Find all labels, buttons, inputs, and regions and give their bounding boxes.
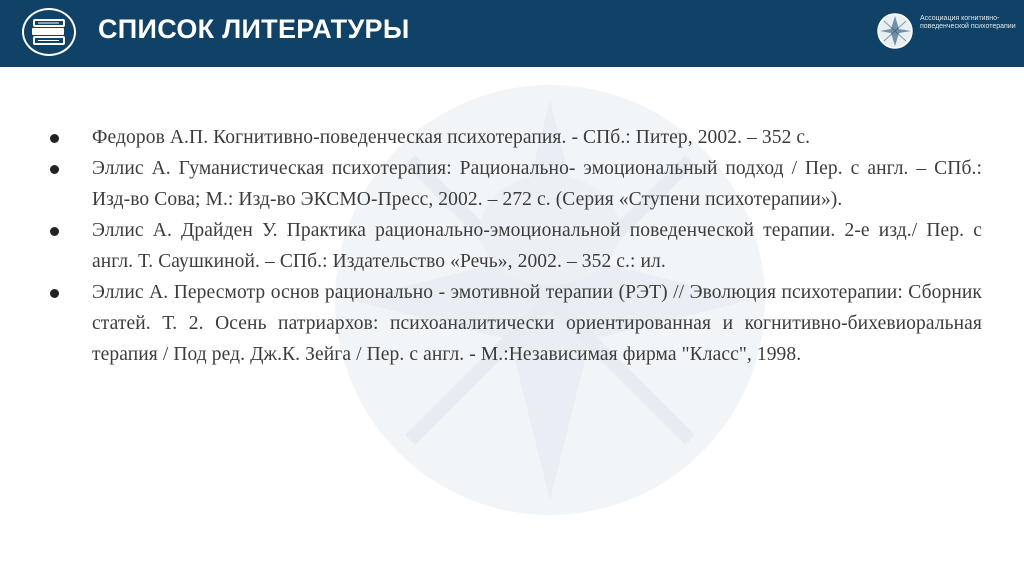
reference-text: Эллис А. Пересмотр основ рационально - эмотивной терапии (РЭТ) // Эволюция психотерапии: Сборник статей. Т. 2. Осень патриархов: психоаналитически ориентированная и когнитивно-бихевиоральная терапия / Под ред. Дж.К. Зейга / Пер. с англ. - М.:Независимая фирма "Класс", 1998. (92, 282, 982, 365)
reference-text: Эллис А. Гуманистическая психотерапия: Рационально- эмоциональный подход / Пер. с англ. – СПб.: Изд-во Сова; М.: Изд-во ЭКСМО-Пресс, 2002. – 272 с. (Серия «Ступени психотерапии»). (92, 158, 982, 210)
bullet-icon (50, 134, 59, 143)
list-item (50, 215, 982, 277)
page-title: СПИСОК ЛИТЕРАТУРЫ (98, 14, 410, 44)
reference-text: Эллис А. Драйден У. Практика рационально-эмоциональной поведенческой терапии. 2-е изд./ Пер. с англ. Т. Саушкиной. – СПб.: Издательство «Речь», 2002. – 352 с.: ил. (92, 220, 982, 272)
bullet-icon (50, 165, 59, 174)
bullet-icon (50, 289, 59, 298)
globe-logo-icon (876, 12, 914, 50)
logo-text: Ассоциация когнитивно-поведенческой психотерапии (920, 15, 1016, 30)
header-bar (0, 0, 1024, 67)
association-logo (876, 12, 1016, 52)
list-item (50, 153, 982, 215)
reference-text: Федоров А.П. Когнитивно-поведенческая психотерапия. - СПб.: Питер, 2002. – 352 с. (92, 127, 811, 148)
list-item (50, 122, 982, 153)
references-list (50, 122, 982, 370)
list-item (50, 277, 982, 370)
bullet-icon (50, 227, 59, 236)
books-icon (22, 8, 76, 56)
